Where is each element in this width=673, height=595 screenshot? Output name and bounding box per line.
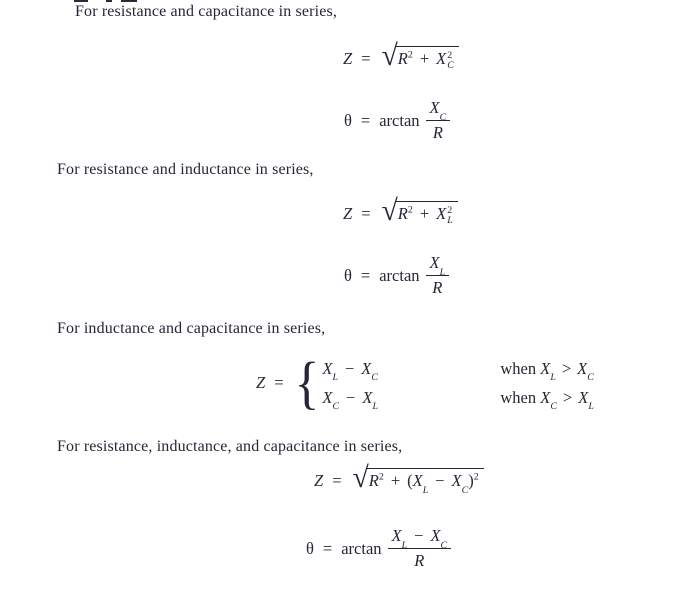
left-brace: { <box>293 350 319 415</box>
subscript-L: L <box>439 266 446 278</box>
when-label: when <box>500 387 537 407</box>
var-theta: θ <box>306 538 314 558</box>
case-row <box>322 387 594 413</box>
var-X: X <box>362 387 373 407</box>
fraction <box>388 526 452 571</box>
cropped-text-fragment <box>121 0 137 2</box>
equals-sign: = <box>360 265 371 285</box>
subscript-C: C <box>447 60 454 72</box>
formula-impedance-rlc <box>314 462 484 496</box>
plus-sign: + <box>419 204 430 223</box>
var-R: R <box>397 204 408 223</box>
exponent-2: 2 <box>447 49 453 61</box>
subscript-C: C <box>439 111 447 123</box>
var-X: X <box>429 253 440 272</box>
denominator <box>388 549 452 571</box>
numerator <box>388 526 452 549</box>
numerator <box>426 253 450 276</box>
var-X: X <box>436 204 447 223</box>
case-condition <box>500 387 594 413</box>
var-Z: Z <box>256 373 266 392</box>
var-theta: θ <box>344 265 352 285</box>
var-R: R <box>397 49 408 68</box>
subscript-C: C <box>461 484 469 496</box>
denominator <box>426 121 451 143</box>
formula-phase-rc <box>344 98 450 143</box>
equals-sign: = <box>322 538 333 558</box>
subscript-L: L <box>588 401 594 413</box>
var-X: X <box>361 358 372 378</box>
subscript-C: C <box>550 401 557 413</box>
formula-impedance-lc-cases <box>256 350 594 415</box>
square-root <box>352 462 484 496</box>
var-X: X <box>540 358 551 378</box>
subscript-C: C <box>440 539 448 551</box>
var-R: R <box>414 551 425 570</box>
subscript-C: C <box>587 372 594 384</box>
numerator <box>426 98 451 121</box>
arctan-function: arctan <box>379 110 420 130</box>
case-row <box>322 358 594 384</box>
exponent-2: 2 <box>473 471 479 483</box>
case-expression <box>322 358 500 384</box>
radicand <box>395 46 459 71</box>
close-paren: ) <box>468 471 474 490</box>
open-paren: ( <box>407 471 413 490</box>
subscript-L: L <box>550 372 556 384</box>
var-X: X <box>578 387 589 407</box>
square-root <box>381 195 458 228</box>
formula-phase-rlc <box>306 526 451 571</box>
var-R: R <box>432 278 443 297</box>
formula-impedance-rc <box>343 40 459 73</box>
subscript-L: L <box>372 401 378 413</box>
minus-sign: − <box>344 358 355 378</box>
minus-sign: − <box>414 526 424 545</box>
fraction <box>426 253 450 298</box>
case-expression <box>322 387 500 413</box>
intro-resistance-inductance-capacitance: For resistance, inductance, and capacitance in series, <box>57 438 403 455</box>
var-Z: Z <box>314 471 324 491</box>
equals-sign: = <box>332 471 342 491</box>
var-X: X <box>391 526 402 545</box>
subscript-L: L <box>332 372 338 384</box>
var-theta: θ <box>344 110 352 130</box>
subscript-L: L <box>447 215 453 227</box>
denominator <box>426 276 450 298</box>
sup-sub-stack <box>447 51 454 72</box>
equals-sign: = <box>274 373 284 392</box>
minus-sign: − <box>346 387 356 407</box>
arctan-function: arctan <box>341 538 382 558</box>
equals-sign: = <box>361 49 371 69</box>
var-X: X <box>436 49 447 68</box>
var-X: X <box>429 98 440 117</box>
equals-sign: = <box>361 204 371 224</box>
var-X: X <box>540 387 551 407</box>
greater-than-sign: > <box>561 358 572 378</box>
radical-sign: √ <box>352 462 369 494</box>
exponent-2: 2 <box>378 471 384 483</box>
intro-resistance-inductance: For resistance and inductance in series, <box>57 161 314 178</box>
subscript-C: C <box>332 401 340 413</box>
subscript-C: C <box>371 372 378 384</box>
intro-inductance-capacitance: For inductance and capacitance in series, <box>57 320 326 337</box>
cropped-text-fragment <box>106 0 112 2</box>
plus-sign: + <box>419 49 430 68</box>
var-Z: Z <box>343 49 353 69</box>
case-list <box>322 358 594 413</box>
plus-sign: + <box>390 471 401 490</box>
subscript-L: L <box>422 484 429 496</box>
fraction <box>426 98 451 143</box>
subscript-L: L <box>401 539 408 551</box>
var-R: R <box>432 123 443 142</box>
cropped-text-fragment <box>74 0 88 2</box>
formula-phase-rl <box>344 253 449 298</box>
equals-sign: = <box>360 110 371 130</box>
var-Z: Z <box>343 204 353 224</box>
var-X: X <box>451 471 462 490</box>
var-R: R <box>368 471 379 490</box>
arctan-function: arctan <box>379 265 420 285</box>
radical-sign: √ <box>381 40 398 72</box>
greater-than-sign: > <box>562 387 573 407</box>
exponent-2: 2 <box>407 49 413 61</box>
var-X: X <box>412 471 423 490</box>
var-X: X <box>577 358 588 378</box>
formula-impedance-rl <box>343 195 458 228</box>
minus-sign: − <box>435 471 445 490</box>
sup-sub-stack <box>447 206 453 227</box>
square-root <box>381 40 459 73</box>
when-label: when <box>500 358 537 378</box>
intro-resistance-capacitance: For resistance and capacitance in series, <box>75 3 338 20</box>
case-condition <box>500 358 594 384</box>
radical-sign: √ <box>381 195 398 227</box>
var-X: X <box>322 387 333 407</box>
exponent-2: 2 <box>447 204 453 216</box>
radicand <box>395 201 458 226</box>
var-X: X <box>430 526 441 545</box>
exponent-2: 2 <box>407 204 413 216</box>
radicand <box>366 468 484 496</box>
var-X: X <box>322 358 333 378</box>
